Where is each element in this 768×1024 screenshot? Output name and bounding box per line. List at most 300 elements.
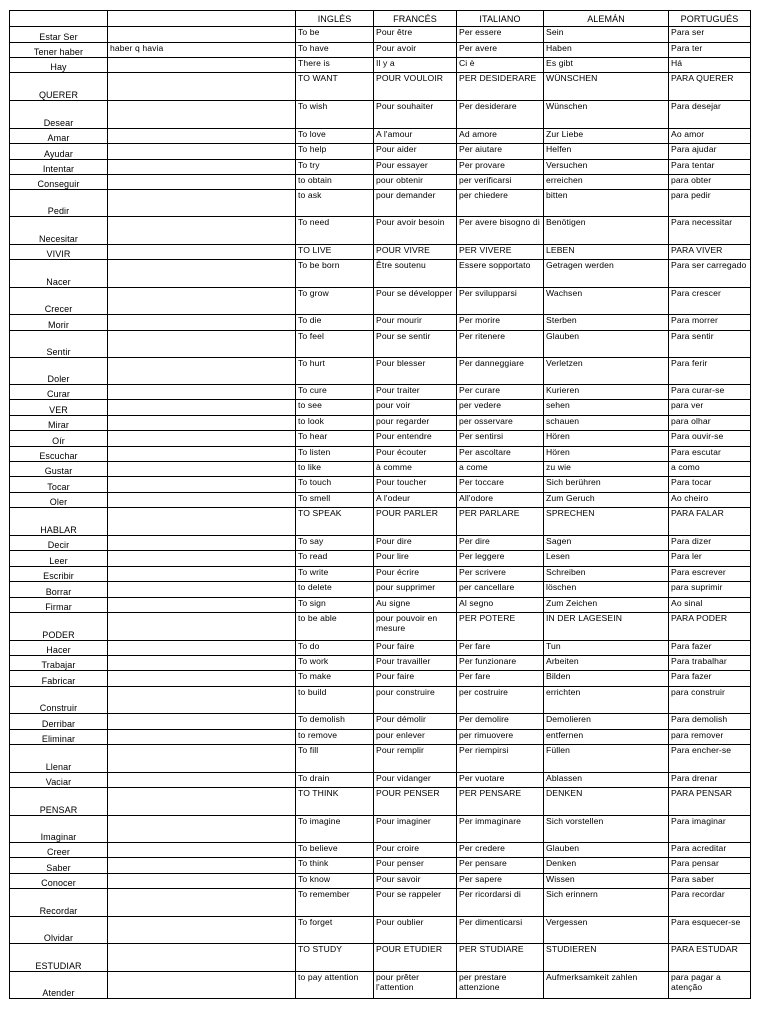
cell-english: To forget — [296, 917, 374, 944]
cell-french: pour obtenir — [374, 175, 457, 190]
cell-german: Schreiben — [544, 567, 669, 582]
cell-notes — [108, 816, 296, 843]
cell-notes — [108, 190, 296, 217]
cell-german: Sein — [544, 27, 669, 43]
cell-english: To write — [296, 567, 374, 582]
table-row — [10, 288, 751, 315]
cell-german: löschen — [544, 582, 669, 598]
cell-french: Il y a — [374, 58, 457, 73]
cell-italian: Per ritenere — [457, 331, 544, 358]
cell-spanish: Fabricar — [10, 671, 108, 687]
header-german: ALEMÁN — [544, 11, 669, 27]
cell-portuguese: Para ter — [669, 43, 751, 58]
cell-italian: per verificarsi — [457, 175, 544, 190]
table-row — [10, 400, 751, 416]
cell-german: Glauben — [544, 843, 669, 858]
cell-portuguese: Para demolish — [669, 714, 751, 730]
cell-portuguese: Para acreditar — [669, 843, 751, 858]
cell-spanish: Nacer — [10, 260, 108, 288]
cell-english: To sign — [296, 598, 374, 613]
table-row — [10, 73, 751, 101]
cell-german: Wünschen — [544, 101, 669, 129]
cell-notes — [108, 260, 296, 288]
table-row — [10, 416, 751, 431]
cell-notes — [108, 175, 296, 190]
cell-portuguese: Para escutar — [669, 447, 751, 462]
cell-notes — [108, 217, 296, 245]
cell-italian: Per vuotare — [457, 773, 544, 788]
cell-notes — [108, 613, 296, 641]
cell-spanish: Necesitar — [10, 217, 108, 245]
table-row — [10, 331, 751, 358]
cell-french: pour supprimer — [374, 582, 457, 598]
cell-german: Kurieren — [544, 385, 669, 400]
table-row — [10, 508, 751, 536]
cell-english: To have — [296, 43, 374, 58]
cell-german: sehen — [544, 400, 669, 416]
cell-spanish: Borrar — [10, 582, 108, 598]
cell-german: LEBEN — [544, 245, 669, 260]
cell-french: Pour se rappeler — [374, 889, 457, 917]
vocabulary-sheet — [9, 10, 750, 999]
table-row — [10, 714, 751, 730]
cell-italian: per rimuovere — [457, 730, 544, 745]
cell-spanish: Olvidar — [10, 917, 108, 944]
cell-german: Sterben — [544, 315, 669, 331]
cell-german: DENKEN — [544, 788, 669, 816]
cell-notes — [108, 288, 296, 315]
cell-spanish: Decir — [10, 536, 108, 551]
table-row — [10, 613, 751, 641]
cell-french: POUR VIVRE — [374, 245, 457, 260]
cell-english: TO THINK — [296, 788, 374, 816]
cell-notes — [108, 788, 296, 816]
cell-portuguese: Para ser carregado — [669, 260, 751, 288]
cell-french: Pour croire — [374, 843, 457, 858]
header-italian: ITALIANO — [457, 11, 544, 27]
cell-german: Benötigen — [544, 217, 669, 245]
cell-english: To grow — [296, 288, 374, 315]
cell-french: pour pouvoir en mesure — [374, 613, 457, 641]
cell-english: To think — [296, 858, 374, 874]
cell-english: To wish — [296, 101, 374, 129]
cell-german: Helfen — [544, 144, 669, 160]
cell-english: to pay attention — [296, 972, 374, 999]
cell-english: To demolish — [296, 714, 374, 730]
cell-notes — [108, 447, 296, 462]
cell-french: Pour avoir — [374, 43, 457, 58]
cell-notes — [108, 551, 296, 567]
cell-spanish: Escribir — [10, 567, 108, 582]
cell-english: to delete — [296, 582, 374, 598]
cell-german: schauen — [544, 416, 669, 431]
table-row — [10, 551, 751, 567]
cell-spanish: HABLAR — [10, 508, 108, 536]
cell-portuguese: para ver — [669, 400, 751, 416]
cell-portuguese: Para saber — [669, 874, 751, 889]
cell-spanish: Oír — [10, 431, 108, 447]
cell-german: erreichen — [544, 175, 669, 190]
cell-italian: Per scrivere — [457, 567, 544, 582]
cell-english: To hear — [296, 431, 374, 447]
table-row — [10, 598, 751, 613]
cell-notes — [108, 656, 296, 671]
cell-spanish: Sentir — [10, 331, 108, 358]
cell-english: TO LIVE — [296, 245, 374, 260]
cell-english: To believe — [296, 843, 374, 858]
cell-french: pour regarder — [374, 416, 457, 431]
cell-portuguese: Para curar-se — [669, 385, 751, 400]
cell-portuguese: para suprimir — [669, 582, 751, 598]
cell-french: Pour faire — [374, 641, 457, 656]
cell-italian: Per sapere — [457, 874, 544, 889]
cell-notes — [108, 730, 296, 745]
cell-german: Füllen — [544, 745, 669, 773]
cell-german: Getragen werden — [544, 260, 669, 288]
table-row — [10, 385, 751, 400]
cell-german: Wachsen — [544, 288, 669, 315]
cell-portuguese: a como — [669, 462, 751, 477]
cell-french: pour demander — [374, 190, 457, 217]
cell-notes — [108, 462, 296, 477]
cell-portuguese: Para morrer — [669, 315, 751, 331]
cell-portuguese: Para encher-se — [669, 745, 751, 773]
cell-english: To drain — [296, 773, 374, 788]
table-row — [10, 536, 751, 551]
cell-english: To need — [296, 217, 374, 245]
cell-notes — [108, 773, 296, 788]
cell-portuguese: PARA PENSAR — [669, 788, 751, 816]
table-row — [10, 773, 751, 788]
cell-italian: PER POTERE — [457, 613, 544, 641]
cell-german: Sich berühren — [544, 477, 669, 493]
cell-italian: Per sentirsi — [457, 431, 544, 447]
cell-notes — [108, 687, 296, 714]
cell-italian: Per demolire — [457, 714, 544, 730]
cell-english: To say — [296, 536, 374, 551]
cell-spanish: Crecer — [10, 288, 108, 315]
cell-german: Arbeiten — [544, 656, 669, 671]
cell-english: To help — [296, 144, 374, 160]
cell-english: To listen — [296, 447, 374, 462]
cell-italian: Per immaginare — [457, 816, 544, 843]
cell-notes — [108, 944, 296, 972]
cell-german: IN DER LAGESEIN — [544, 613, 669, 641]
header-english: INGLÉS — [296, 11, 374, 27]
cell-french: POUR PARLER — [374, 508, 457, 536]
cell-italian: Per ricordarsi di — [457, 889, 544, 917]
cell-spanish: Hay — [10, 58, 108, 73]
header-spanish — [10, 11, 108, 27]
cell-english: to remove — [296, 730, 374, 745]
cell-notes — [108, 245, 296, 260]
cell-italian: Per curare — [457, 385, 544, 400]
cell-italian: All'odore — [457, 493, 544, 508]
cell-english: To be — [296, 27, 374, 43]
table-row — [10, 43, 751, 58]
cell-italian: PER VIVERE — [457, 245, 544, 260]
cell-spanish: QUERER — [10, 73, 108, 101]
cell-italian: per chiedere — [457, 190, 544, 217]
cell-spanish: Leer — [10, 551, 108, 567]
cell-italian: Per aiutare — [457, 144, 544, 160]
cell-italian: per cancellare — [457, 582, 544, 598]
cell-french: Au signe — [374, 598, 457, 613]
cell-german: Bilden — [544, 671, 669, 687]
cell-notes — [108, 385, 296, 400]
header-row — [10, 11, 751, 27]
table-row — [10, 745, 751, 773]
cell-notes — [108, 477, 296, 493]
cell-portuguese: Para esquecer-se — [669, 917, 751, 944]
cell-french: A l'odeur — [374, 493, 457, 508]
cell-italian: Per essere — [457, 27, 544, 43]
cell-german: Versuchen — [544, 160, 669, 175]
cell-portuguese: Para ser — [669, 27, 751, 43]
cell-spanish: Conocer — [10, 874, 108, 889]
table-row — [10, 972, 751, 999]
cell-english: To touch — [296, 477, 374, 493]
cell-italian: Per leggere — [457, 551, 544, 567]
cell-spanish: Eliminar — [10, 730, 108, 745]
cell-notes — [108, 431, 296, 447]
cell-portuguese: Para escrever — [669, 567, 751, 582]
cell-german: Zum Geruch — [544, 493, 669, 508]
table-row — [10, 843, 751, 858]
cell-notes — [108, 671, 296, 687]
cell-italian: a come — [457, 462, 544, 477]
cell-italian: Ad amore — [457, 129, 544, 144]
table-row — [10, 358, 751, 385]
cell-spanish: Morir — [10, 315, 108, 331]
cell-spanish: Ayudar — [10, 144, 108, 160]
cell-portuguese: PARA FALAR — [669, 508, 751, 536]
cell-notes — [108, 874, 296, 889]
cell-french: Pour penser — [374, 858, 457, 874]
cell-italian: Per avere bisogno di — [457, 217, 544, 245]
table-row — [10, 477, 751, 493]
cell-english: To cure — [296, 385, 374, 400]
cell-french: Pour se sentir — [374, 331, 457, 358]
cell-french: Pour être — [374, 27, 457, 43]
cell-spanish: Tocar — [10, 477, 108, 493]
cell-german: Denken — [544, 858, 669, 874]
cell-german: STUDIEREN — [544, 944, 669, 972]
cell-portuguese: Para crescer — [669, 288, 751, 315]
cell-german: SPRECHEN — [544, 508, 669, 536]
cell-italian: Per fare — [457, 641, 544, 656]
cell-italian: per osservare — [457, 416, 544, 431]
cell-french: Pour essayer — [374, 160, 457, 175]
cell-french: Pour toucher — [374, 477, 457, 493]
cell-french: Pour avoir besoin — [374, 217, 457, 245]
verb-translation-table — [9, 10, 751, 999]
cell-english: To fill — [296, 745, 374, 773]
cell-portuguese: Para ferir — [669, 358, 751, 385]
table-row — [10, 245, 751, 260]
table-row — [10, 101, 751, 129]
cell-spanish: VIVIR — [10, 245, 108, 260]
cell-spanish: Amar — [10, 129, 108, 144]
cell-spanish: Pedir — [10, 190, 108, 217]
cell-german: Sich erinnern — [544, 889, 669, 917]
cell-spanish: Firmar — [10, 598, 108, 613]
cell-german: Haben — [544, 43, 669, 58]
cell-notes — [108, 843, 296, 858]
cell-german: Sich vorstellen — [544, 816, 669, 843]
cell-spanish: Curar — [10, 385, 108, 400]
cell-english: to like — [296, 462, 374, 477]
cell-italian: Per credere — [457, 843, 544, 858]
cell-french: Pour faire — [374, 671, 457, 687]
cell-portuguese: Para sentir — [669, 331, 751, 358]
cell-spanish: PODER — [10, 613, 108, 641]
cell-portuguese: Ao sinal — [669, 598, 751, 613]
cell-english: To make — [296, 671, 374, 687]
cell-english: To know — [296, 874, 374, 889]
cell-spanish: Gustar — [10, 462, 108, 477]
cell-italian: Al segno — [457, 598, 544, 613]
cell-notes — [108, 358, 296, 385]
cell-italian: Per danneggiare — [457, 358, 544, 385]
table-row — [10, 260, 751, 288]
table-row — [10, 129, 751, 144]
cell-italian: Per riempirsi — [457, 745, 544, 773]
cell-portuguese: PARA VIVER — [669, 245, 751, 260]
cell-french: pour prêter l'attention — [374, 972, 457, 999]
cell-english: To feel — [296, 331, 374, 358]
cell-spanish: Construir — [10, 687, 108, 714]
cell-portuguese: para pagar a atenção — [669, 972, 751, 999]
table-row — [10, 27, 751, 43]
cell-italian: Per svilupparsi — [457, 288, 544, 315]
cell-notes — [108, 129, 296, 144]
cell-french: Pour lire — [374, 551, 457, 567]
table-row — [10, 687, 751, 714]
cell-italian: per vedere — [457, 400, 544, 416]
cell-english: to obtain — [296, 175, 374, 190]
cell-english: To remember — [296, 889, 374, 917]
table-row — [10, 582, 751, 598]
cell-notes — [108, 101, 296, 129]
cell-italian: per prestare attenzione — [457, 972, 544, 999]
cell-italian: Per pensare — [457, 858, 544, 874]
cell-german: Hören — [544, 447, 669, 462]
table-row — [10, 858, 751, 874]
cell-spanish: Estar Ser — [10, 27, 108, 43]
table-row — [10, 217, 751, 245]
cell-french: A l'amour — [374, 129, 457, 144]
cell-portuguese: Para tocar — [669, 477, 751, 493]
table-row — [10, 462, 751, 477]
cell-notes — [108, 582, 296, 598]
cell-portuguese: Para desejar — [669, 101, 751, 129]
table-row — [10, 788, 751, 816]
cell-spanish: ESTUDIAR — [10, 944, 108, 972]
table-row — [10, 144, 751, 160]
cell-spanish: Tener haber — [10, 43, 108, 58]
cell-portuguese: Ao cheiro — [669, 493, 751, 508]
table-row — [10, 641, 751, 656]
cell-french: Pour vidanger — [374, 773, 457, 788]
cell-notes — [108, 598, 296, 613]
cell-notes — [108, 416, 296, 431]
cell-notes — [108, 858, 296, 874]
cell-spanish: Escuchar — [10, 447, 108, 462]
cell-spanish: Trabajar — [10, 656, 108, 671]
cell-spanish: Hacer — [10, 641, 108, 656]
cell-spanish: Desear — [10, 101, 108, 129]
cell-italian: Essere sopportato — [457, 260, 544, 288]
cell-german: Hören — [544, 431, 669, 447]
cell-portuguese: Para ajudar — [669, 144, 751, 160]
cell-italian: Per morire — [457, 315, 544, 331]
cell-french: Pour blesser — [374, 358, 457, 385]
table-body — [10, 11, 751, 999]
cell-english: to look — [296, 416, 374, 431]
cell-french: Pour entendre — [374, 431, 457, 447]
cell-italian: Ci è — [457, 58, 544, 73]
cell-english: To love — [296, 129, 374, 144]
cell-portuguese: Para ler — [669, 551, 751, 567]
cell-notes — [108, 508, 296, 536]
cell-italian: Per ascoltare — [457, 447, 544, 462]
cell-portuguese: Para fazer — [669, 641, 751, 656]
cell-notes — [108, 144, 296, 160]
cell-portuguese: Para ouvir-se — [669, 431, 751, 447]
cell-portuguese: para remover — [669, 730, 751, 745]
cell-german: errichten — [544, 687, 669, 714]
table-row — [10, 58, 751, 73]
cell-french: Pour aider — [374, 144, 457, 160]
cell-spanish: Vaciar — [10, 773, 108, 788]
cell-notes — [108, 714, 296, 730]
cell-notes — [108, 917, 296, 944]
cell-notes — [108, 73, 296, 101]
cell-notes — [108, 889, 296, 917]
cell-german: Wissen — [544, 874, 669, 889]
table-row — [10, 874, 751, 889]
cell-english: To smell — [296, 493, 374, 508]
cell-french: Pour imaginer — [374, 816, 457, 843]
cell-french: Pour écrire — [374, 567, 457, 582]
cell-notes — [108, 972, 296, 999]
cell-english: To do — [296, 641, 374, 656]
cell-french: POUR VOULOIR — [374, 73, 457, 101]
cell-german: Tun — [544, 641, 669, 656]
cell-portuguese: para olhar — [669, 416, 751, 431]
cell-portuguese: Para trabalhar — [669, 656, 751, 671]
table-row — [10, 315, 751, 331]
cell-spanish: Oler — [10, 493, 108, 508]
cell-notes — [108, 493, 296, 508]
cell-french: pour voir — [374, 400, 457, 416]
cell-german: Vergessen — [544, 917, 669, 944]
cell-spanish: Doler — [10, 358, 108, 385]
cell-portuguese: para pedir — [669, 190, 751, 217]
table-row — [10, 730, 751, 745]
cell-french: Pour traiter — [374, 385, 457, 400]
cell-german: Es gibt — [544, 58, 669, 73]
cell-notes — [108, 331, 296, 358]
cell-french: Pour souhaiter — [374, 101, 457, 129]
cell-german: Demolieren — [544, 714, 669, 730]
cell-notes — [108, 315, 296, 331]
cell-english: To imagine — [296, 816, 374, 843]
cell-english: There is — [296, 58, 374, 73]
cell-italian: PER PENSARE — [457, 788, 544, 816]
cell-italian: Per avere — [457, 43, 544, 58]
